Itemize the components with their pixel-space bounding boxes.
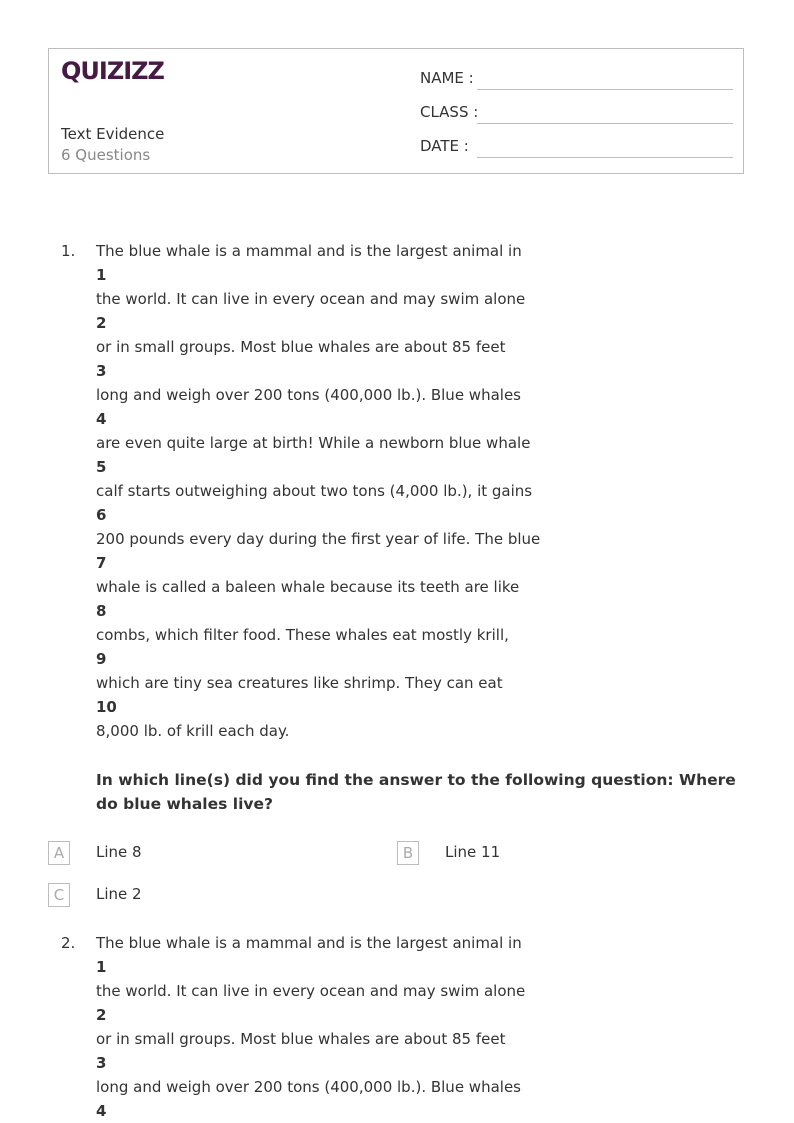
passage-line: the world. It can live in every ocean and may swim alone bbox=[96, 290, 526, 308]
passage-line: The blue whale is a mammal and is the largest animal in bbox=[96, 934, 522, 952]
name-label: NAME : bbox=[420, 69, 474, 87]
passage-line: are even quite large at birth! While a newborn blue whale bbox=[96, 434, 531, 452]
question-prompt: In which line(s) did you find the answer to the following question: Where do blue whales live? bbox=[96, 771, 736, 813]
class-label: CLASS : bbox=[420, 103, 479, 121]
passage-line: 8,000 lb. of krill each day. bbox=[96, 722, 290, 740]
passage-line: long and weigh over 200 tons (400,000 lb.). Blue whales bbox=[96, 1078, 521, 1096]
worksheet-title: Text Evidence bbox=[61, 125, 165, 143]
line-number: 4 bbox=[96, 1102, 107, 1120]
option-b-box[interactable]: B bbox=[397, 841, 419, 865]
passage-line: The blue whale is a mammal and is the largest animal in bbox=[96, 242, 522, 260]
question-number: 1. bbox=[61, 242, 76, 260]
passage-line: the world. It can live in every ocean and may swim alone bbox=[96, 982, 526, 1000]
option-c-box[interactable]: C bbox=[48, 883, 70, 907]
line-number: 7 bbox=[96, 554, 107, 572]
question-number: 2. bbox=[61, 934, 76, 952]
date-field[interactable] bbox=[477, 157, 733, 158]
option-c-text[interactable]: Line 2 bbox=[96, 885, 142, 903]
option-a-text[interactable]: Line 8 bbox=[96, 843, 142, 861]
line-number: 9 bbox=[96, 650, 107, 668]
option-a-box[interactable]: A bbox=[48, 841, 70, 865]
passage-line: long and weigh over 200 tons (400,000 lb.). Blue whales bbox=[96, 386, 521, 404]
line-number: 1 bbox=[96, 266, 107, 284]
passage-line: 200 pounds every day during the first year of life. The blue bbox=[96, 530, 541, 548]
line-number: 3 bbox=[96, 1054, 107, 1072]
line-number: 2 bbox=[96, 1006, 107, 1024]
class-field[interactable] bbox=[477, 123, 733, 124]
name-field[interactable] bbox=[477, 89, 733, 90]
line-number: 1 bbox=[96, 958, 107, 976]
passage-line: whale is called a baleen whale because its teeth are like bbox=[96, 578, 520, 596]
passage-line: calf starts outweighing about two tons (4,000 lb.), it gains bbox=[96, 482, 533, 500]
line-number: 3 bbox=[96, 362, 107, 380]
date-label: DATE : bbox=[420, 137, 469, 155]
line-number: 4 bbox=[96, 410, 107, 428]
line-number: 5 bbox=[96, 458, 107, 476]
passage-line: combs, which filter food. These whales eat mostly krill, bbox=[96, 626, 509, 644]
passage-line: or in small groups. Most blue whales are about 85 feet bbox=[96, 1030, 506, 1048]
question-count: 6 Questions bbox=[61, 146, 151, 164]
worksheet-header bbox=[48, 48, 744, 174]
passage-line: which are tiny sea creatures like shrimp. They can eat bbox=[96, 674, 503, 692]
passage-line: or in small groups. Most blue whales are about 85 feet bbox=[96, 338, 506, 356]
line-number: 8 bbox=[96, 602, 107, 620]
line-number: 6 bbox=[96, 506, 107, 524]
line-number: 2 bbox=[96, 314, 107, 332]
line-number: 10 bbox=[96, 698, 117, 716]
option-b-text[interactable]: Line 11 bbox=[445, 843, 501, 861]
quizizz-logo: QUIZIZZ bbox=[61, 57, 164, 85]
